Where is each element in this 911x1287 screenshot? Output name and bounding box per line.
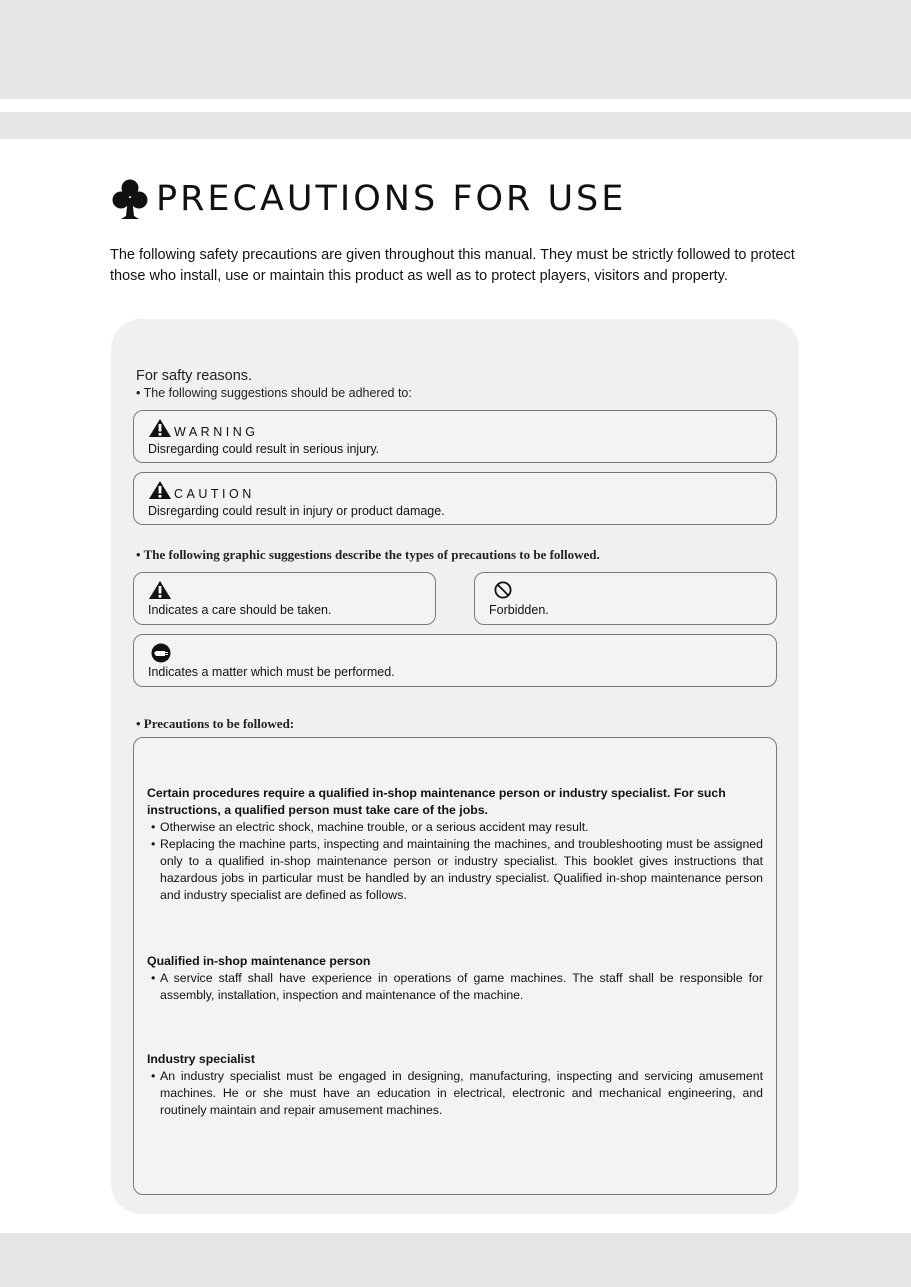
care-triangle-icon (148, 580, 172, 600)
top-band (0, 0, 911, 99)
warning-description: Disregarding could result in serious injury. (148, 442, 380, 456)
forbidden-box (474, 572, 777, 625)
specialist-heading: Industry specialist (147, 1052, 255, 1066)
graphic-suggestions-line: • The following graphic suggestions describe the types of precautions to be followed. (136, 547, 600, 562)
qualified-section (147, 785, 763, 904)
specialist-bullet: • An industry specialist must be engaged in designing, manufacturing, inspecting and servicing amusement machines. He or she must have an education in electrical, electronic and mechanical engineering, and routinely maintain and repair amusement machines. (147, 1068, 763, 1119)
caution-box (133, 472, 777, 525)
safety-reasons-label: For safty reasons. (136, 368, 253, 384)
caution-header (148, 480, 255, 500)
page-title: PRECAUTIONS FOR USE (156, 178, 627, 219)
precautions-followed-line: • Precautions to be followed: (136, 716, 295, 731)
care-box (133, 572, 436, 625)
specialist-section (147, 1051, 763, 1119)
caution-triangle-icon (148, 480, 172, 500)
performed-description: Indicates a matter which must be performed. (148, 665, 395, 679)
forbidden-header (493, 580, 513, 600)
maintenance-section (147, 953, 763, 1004)
forbidden-icon (493, 580, 513, 600)
qualified-bullet-1: • Otherwise an electric shock, machine trouble, or a serious accident may result. (147, 819, 763, 836)
intro-paragraph: The following safety precautions are given throughout this manual. They must be strictly followed to protect those who install, use or maintain this product as well as to protect players, visitors and property. (110, 247, 795, 284)
suggestions-line: • The following suggestions should be adhered to: (136, 386, 412, 400)
caution-label: CAUTION (174, 486, 255, 501)
performed-box (133, 634, 777, 687)
care-header (148, 580, 172, 600)
maintenance-bullet: • A service staff shall have experience in operations of game machines. The staff shall be responsible for assembly, installation, inspection and maintenance of the machine. (147, 970, 763, 1004)
top-band-secondary (0, 112, 911, 139)
bottom-band (0, 1233, 911, 1287)
performed-header (150, 642, 172, 664)
page-title-row (112, 178, 626, 220)
caution-description: Disregarding could result in injury or product damage. (148, 504, 445, 518)
forbidden-description: Forbidden. (489, 603, 549, 617)
mandatory-icon (150, 642, 172, 664)
warning-label: WARNING (174, 424, 259, 439)
warning-triangle-icon (148, 418, 172, 438)
club-icon (112, 178, 148, 220)
qualified-bullet-2: • Replacing the machine parts, inspecting and maintaining the machines, and troubleshooting must be assigned only to a qualified in-shop maintenance person or industry specialist. This booklet gives instructions that hazardous jobs in particular must be handled by an industry specialist. Qualified in-shop maintenance person and industry specialist are defined as follows. (147, 836, 763, 904)
qualified-heading: Certain procedures require a qualified in-shop maintenance person or industry specialist. For such instructions, a qualified person must take care of the jobs. (147, 786, 726, 817)
care-description: Indicates a care should be taken. (148, 603, 332, 617)
warning-box (133, 410, 777, 463)
maintenance-heading: Qualified in-shop maintenance person (147, 954, 371, 968)
warning-header (148, 418, 258, 438)
